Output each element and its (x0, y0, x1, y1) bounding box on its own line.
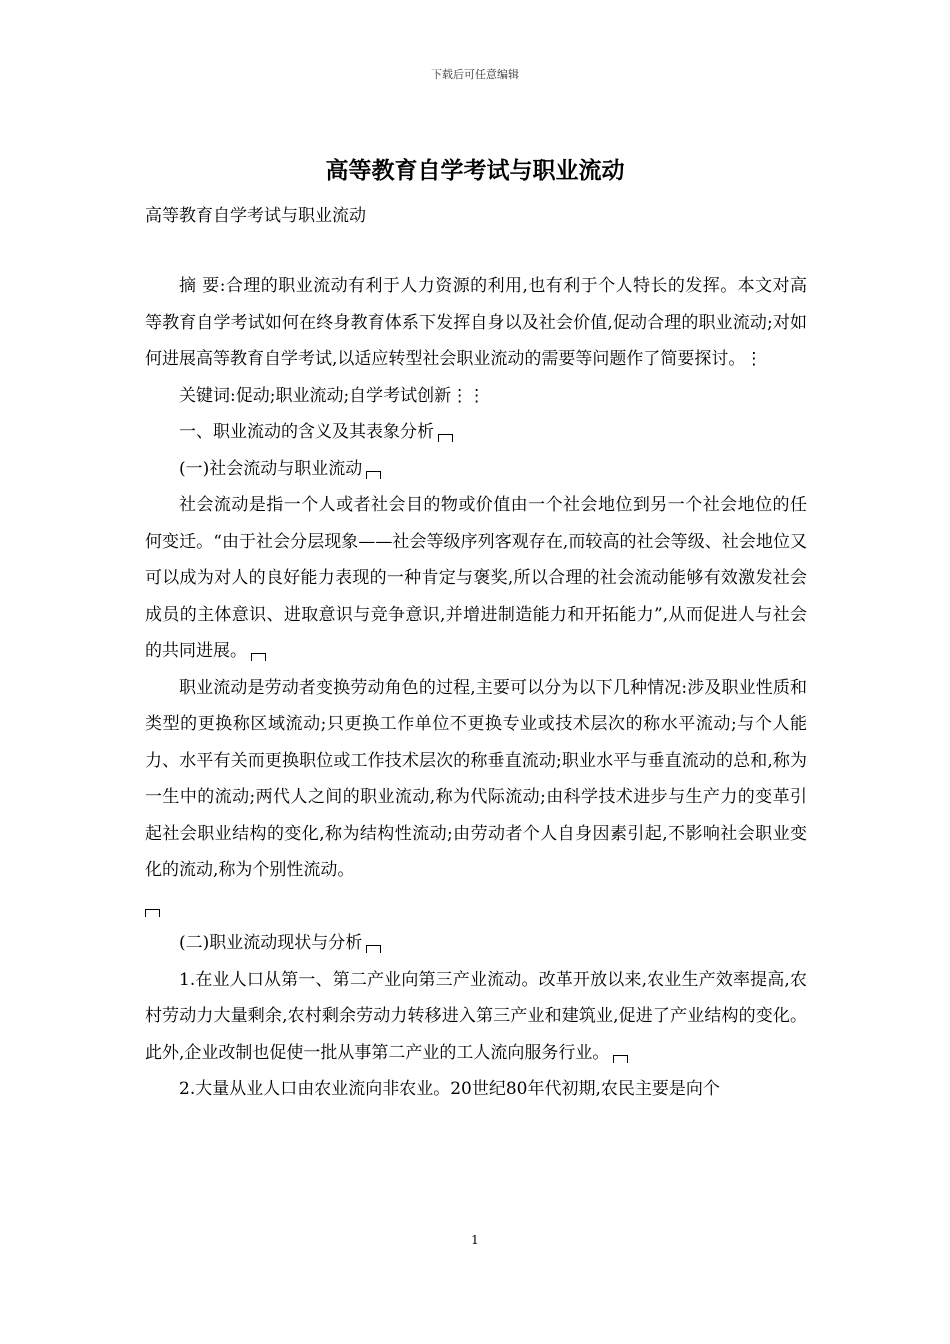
subsection-heading-text: (二)职业流动现状与分析 (179, 933, 363, 953)
document-title: 高等教育自学考试与职业流动 (325, 158, 625, 184)
section-heading-1 (145, 414, 807, 451)
keywords-paragraph (145, 378, 807, 415)
body-paragraph-text: 职业流动是劳动者变换劳动角色的过程,主要可以分为以下几种情况:涉及职业性质和类型的更换称区域流动;只更换工作单位不更换专业或技术层次的称水平流动;与个人能力、水平有关而更换职位或工作技术层次的称垂直流动;职业水平与垂直流动的总和,称为一生中的流动;两代人之间的职业流动,称为代际流动;由科学技术进步与生产力的变革引起社会职业结构的变化,称为结构性流动;由劳动者个人自身因素引起,不影响社会职业变化的流动,称为个别性流动。 (145, 677, 807, 880)
body-paragraph-text: 1.在业人口从第一、第二产业向第三产业流动。改革开放以来,农业生产效率提高,农村劳动力大量剩余,农村剩余劳动力转移进入第三产业和建筑业,促进了产业结构的变化。此外,企业改制也促使一批从事第二产业的工人流向服务行业。 (145, 969, 807, 1063)
paragraph-mark-icon (438, 434, 453, 442)
body-paragraph (145, 670, 807, 926)
page-number: 1 (471, 1233, 479, 1247)
body-paragraph-text: 2.大量从业人口由农业流向非农业。20世纪80年代初期,农民主要是向个 (179, 1079, 720, 1099)
paragraph-mark-icon (366, 471, 381, 479)
keywords-text: 关键词:促动;职业流动;自学考试创新⋮⋮ (179, 385, 486, 406)
body-paragraph (145, 1071, 807, 1108)
section-heading-text: 一、职业流动的含义及其表象分析 (179, 422, 434, 442)
subsection-heading-text: (一)社会流动与职业流动 (179, 458, 363, 479)
subsection-heading-2 (145, 925, 807, 962)
document-subtitle: 高等教育自学考试与职业流动 (145, 206, 366, 226)
page-header: 下载后可任意编辑 (431, 68, 519, 81)
document-body (145, 268, 807, 1108)
body-paragraph (145, 487, 807, 670)
paragraph-mark-icon (145, 909, 160, 917)
abstract-paragraph (145, 268, 807, 378)
body-paragraph-text: 社会流动是指一个人或者社会目的物或价值由一个社会地位到另一个社会地位的任何变迁。“由于社会分层现象——社会等级序列客观存在,而较高的社会等级、社会地位又可以成为对人的良好能力表现的一种肯定与褒奖,所以合理的社会流动能够有效激发社会成员的主体意识、进取意识与竞争意识,并增进制造能力和开拓能力”,从而促进人与社会的共同进展。 (145, 495, 807, 661)
abstract-text: 摘 要:合理的职业流动有利于人力资源的利用,也有利于个人特长的发挥。本文对高等教育自学考试如何在终身教育体系下发挥自身以及社会价值,促动合理的职业流动;对如何进展高等教育自学考试,以适应转型社会职业流动的需要等问题作了简要探讨。⋮ (145, 276, 807, 369)
subsection-heading-1 (145, 451, 807, 488)
body-paragraph (145, 962, 807, 1072)
paragraph-mark-icon (251, 653, 266, 661)
paragraph-mark-icon (613, 1055, 628, 1063)
paragraph-mark-icon (366, 945, 381, 953)
